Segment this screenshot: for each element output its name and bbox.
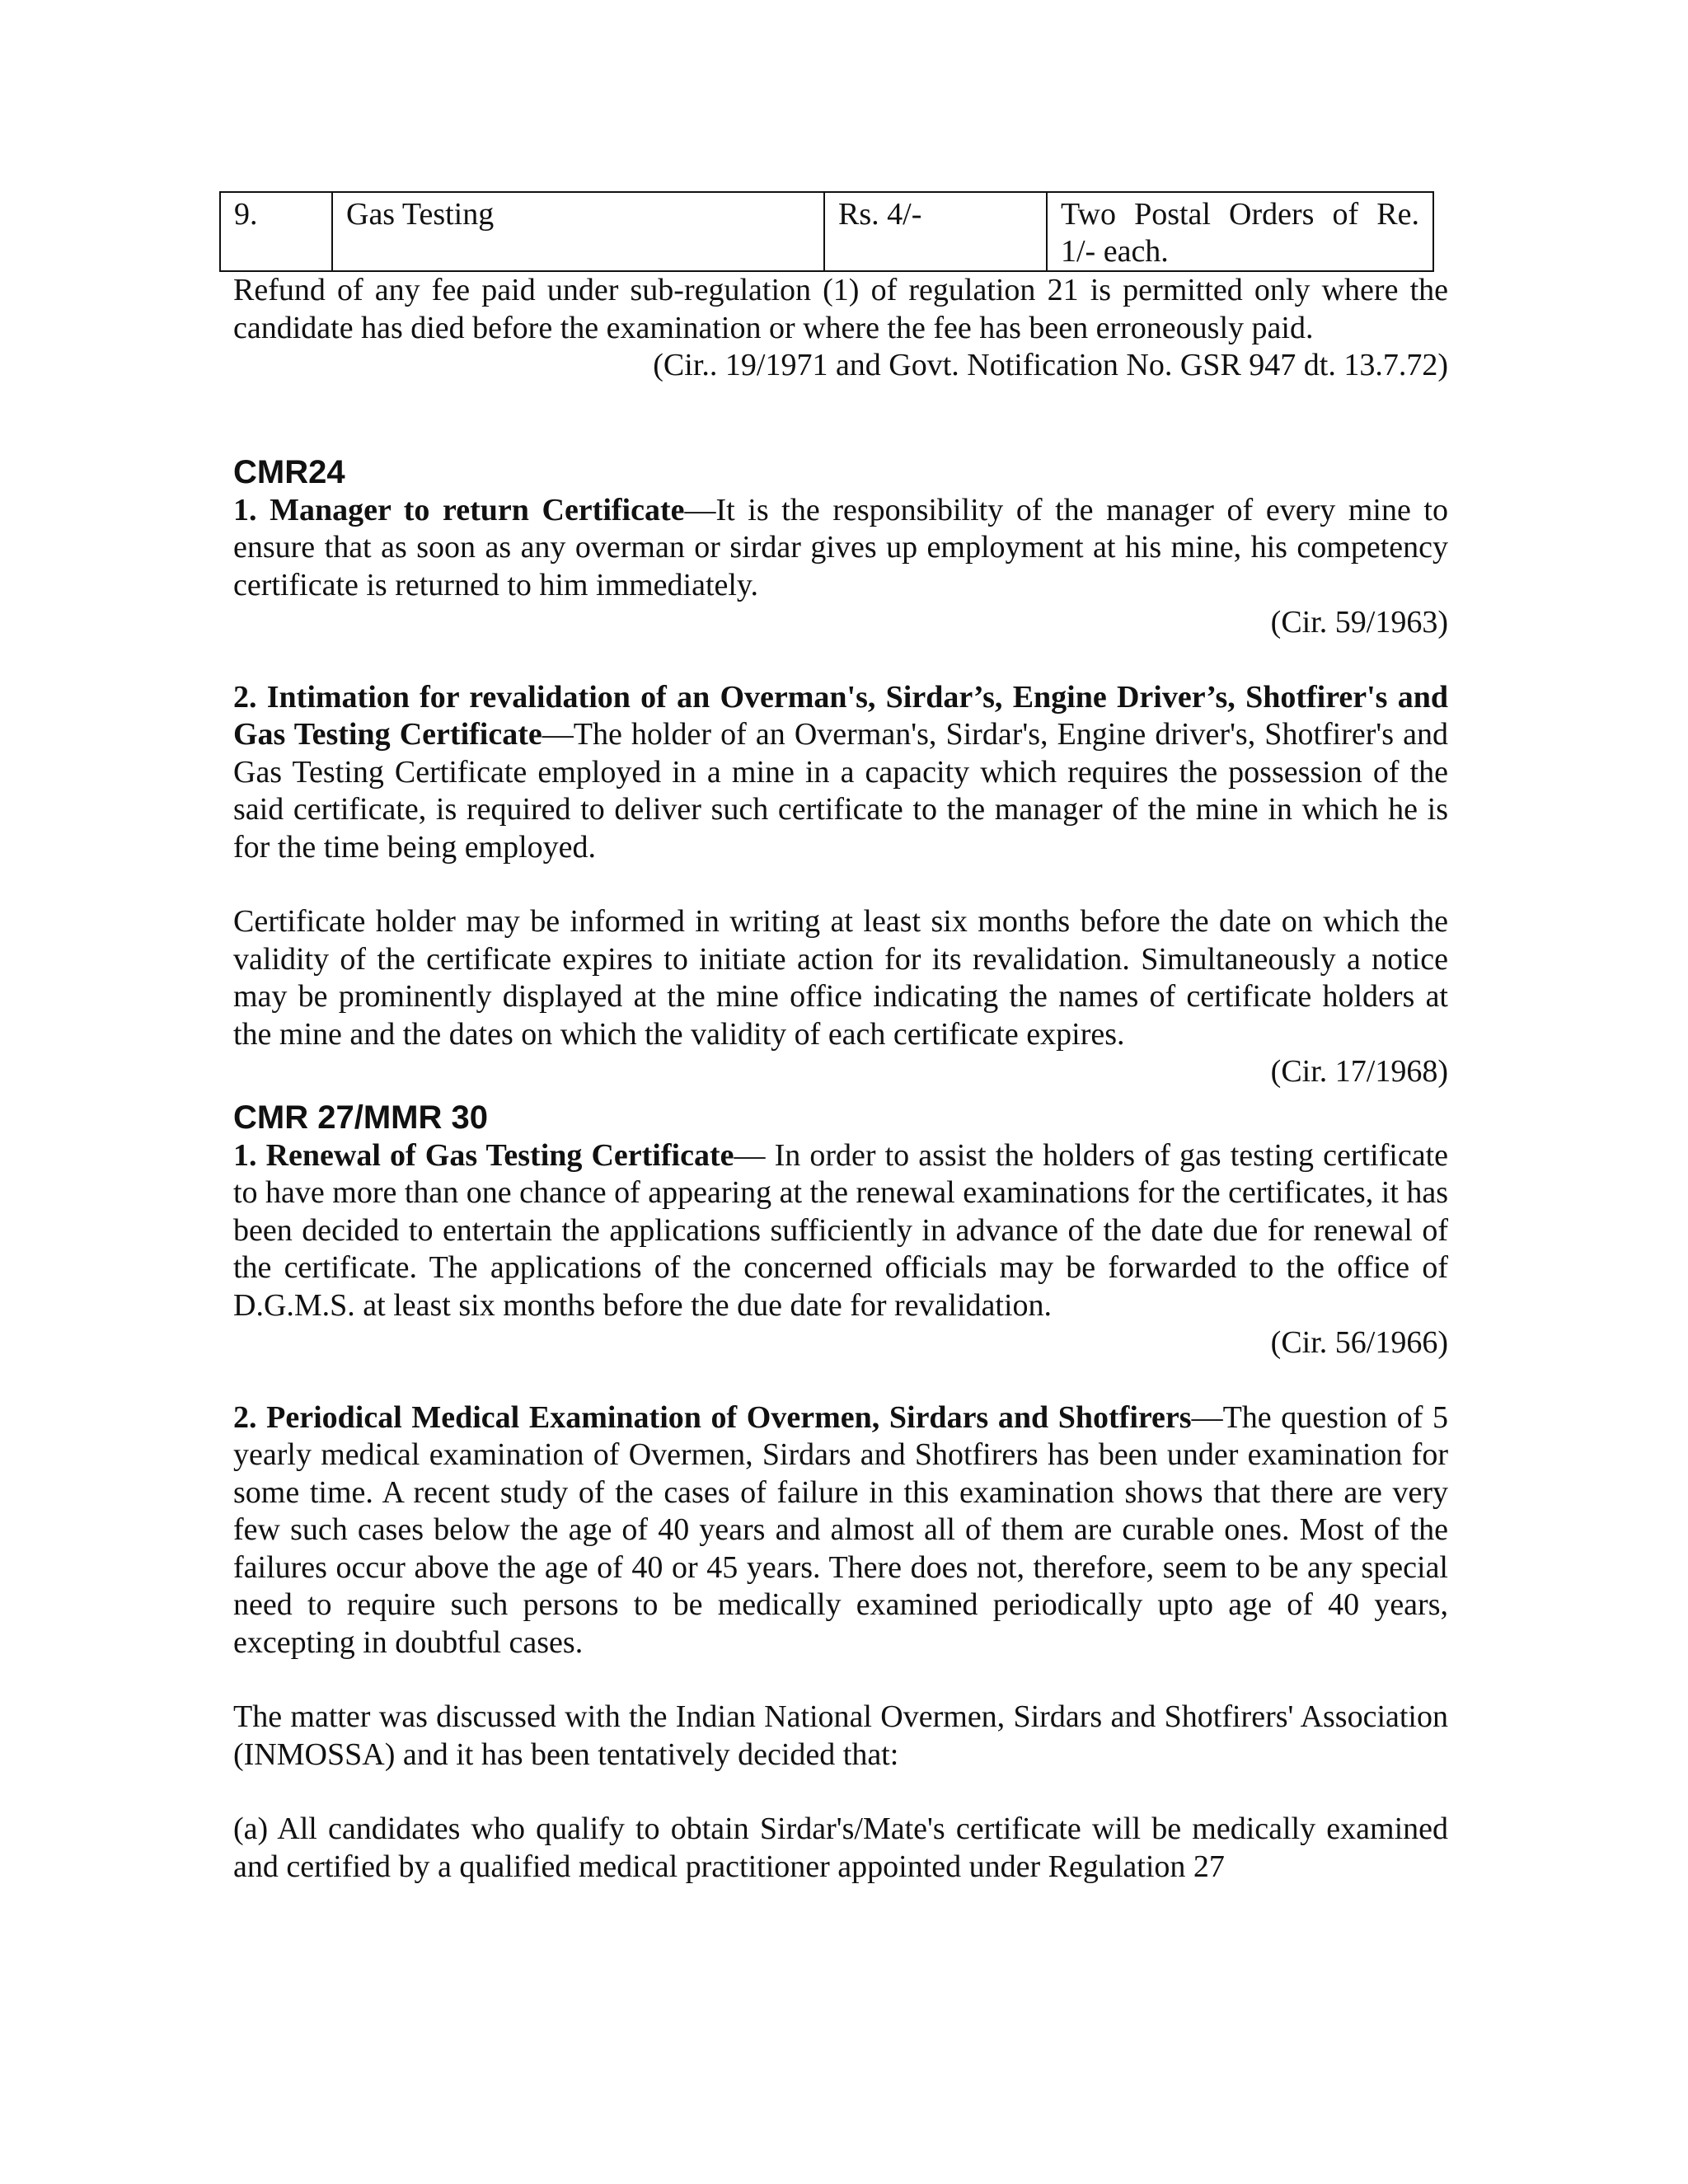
fee-table xyxy=(219,191,1434,272)
refund-citation: (Cir.. 19/1971 and Govt. Notification No. GSR 947 dt. 13.7.72) xyxy=(653,348,1448,382)
item-title: 1. Renewal of Gas Testing Certificate xyxy=(233,1137,734,1173)
item-text: —It is the responsibility of the manager of every mine to ensure that as soon as any overman or sirdar gives up employment at his mine, his competency certificate is returned to him immediately. xyxy=(233,492,1448,602)
cmr24-item-2 xyxy=(233,679,1448,867)
cmr27-item-2 xyxy=(233,1399,1448,1662)
cmr27-item-2-paragraph-2: The matter was discussed with the Indian National Overmen, Sirdars and Shotfirers' Association (INMOSSA) and it has been tentatively decided that: xyxy=(233,1699,1448,1772)
cmr24-item-1-citation: (Cir. 59/1963) xyxy=(1270,605,1448,640)
serial-cell: 9. xyxy=(220,192,332,271)
fee-cell: Rs. 4/- xyxy=(824,192,1047,271)
refund-paragraph: Refund of any fee paid under sub-regulation (1) of regulation 21 is permitted only where the candidate has died before the examination or where the fee has been erroneously paid. xyxy=(233,273,1448,345)
item-title: 1. Manager to return Certificate xyxy=(233,492,685,527)
item-text: — In order to assist the holders of gas testing certificate to have more than one chance of appearing at the renewal examinations for the certificates, it has been decided to entertain the applications sufficiently in advance of the date due for renewal of the certificate. The applications of the concerned officials may be forwarded to the office of D.G.M.S. at least six months before the due date for revalidation. xyxy=(233,1137,1448,1323)
section-heading-cmr24: CMR24 xyxy=(233,453,345,490)
cmr27-item-2-paragraph-3: (a) All candidates who qualify to obtain Sirdar's/Mate's certificate will be medically examined and certified by a qualified medical practitioner appointed under Regulation 27 xyxy=(233,1811,1448,1884)
examination-cell: Gas Testing xyxy=(332,192,824,271)
payment-mode-cell: Two Postal Orders of Re. 1/- each. xyxy=(1047,192,1433,271)
item-title: 2. Intimation for revalidation of an Overman's, Sirdar’s, Engine Driver’s, Shotfirer's and Gas Testing Certificate xyxy=(233,679,1448,752)
cmr27-item-1 xyxy=(233,1137,1448,1325)
table-row xyxy=(220,192,1433,271)
cmr24-item-1 xyxy=(233,492,1448,605)
section-heading-cmr27: CMR 27/MMR 30 xyxy=(233,1099,488,1136)
item-title: 2. Periodical Medical Examination of Overmen, Sirdars and Shotfirers xyxy=(233,1399,1192,1435)
cmr27-item-1-citation: (Cir. 56/1966) xyxy=(1270,1325,1448,1360)
item-text: —The holder of an Overman's, Sirdar's, Engine driver's, Shotfirer's and Gas Testing Certificate employed in a mine in a capacity which requires the possession of the said certificate, is required to deliver such certificate to the manager of the mine in which he is for the time being employed. xyxy=(233,717,1448,865)
document-page xyxy=(233,191,1448,1886)
item-text: —The question of 5 yearly medical examination of Overmen, Sirdars and Shotfirers has been under examination for some time. A recent study of the cases of failure in this examination shows that there are very few such cases below the age of 40 years and almost all of them are curable ones. Most of the failures occur above the age of 40 or 45 years. There does not, therefore, seem to be any special need to require such persons to be medically examined periodically upto age of 40 years, excepting in doubtful cases. xyxy=(233,1399,1448,1660)
cmr24-item-2-citation: (Cir. 17/1968) xyxy=(1270,1054,1448,1089)
cmr24-item-2-paragraph-2: Certificate holder may be informed in writing at least six months before the date on which the validity of the certificate expires to initiate action for its revalidation. Simultaneously a notice may be prominently displayed at the mine office indicating the names of certificate holders at the mine and the dates on which the validity of each certificate expires. xyxy=(233,904,1448,1052)
